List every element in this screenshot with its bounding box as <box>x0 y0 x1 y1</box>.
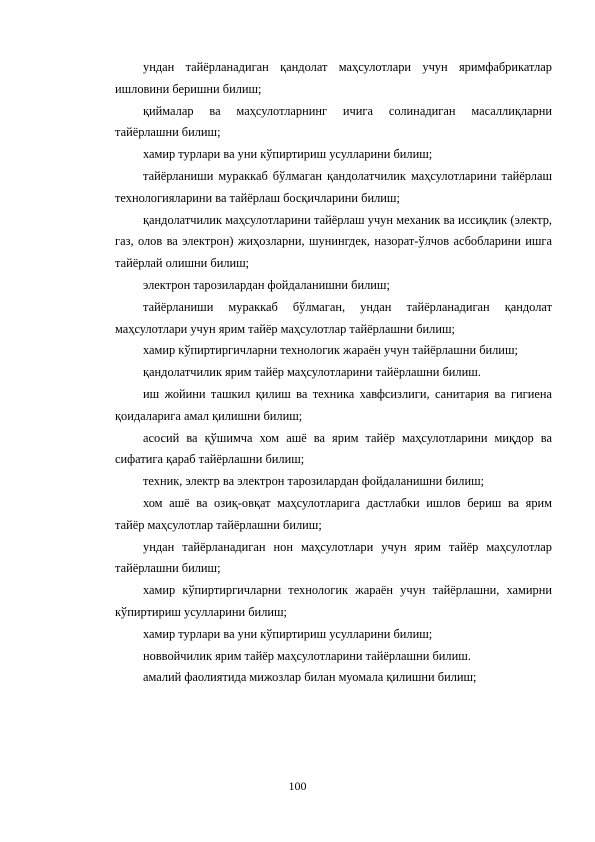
paragraph: техник, электр ва электрон тарозилардан фойдаланишни билиш; <box>143 474 485 489</box>
page-number: 100 <box>288 779 307 793</box>
paragraph: асосий ва қўшимча хом ашё ва ярим тайёр маҳсулотларини миқдор ва сифатига қараб тайёрлашни билиш; <box>115 430 552 467</box>
document-page <box>115 57 552 689</box>
paragraph: хамир турлари ва уни кўпиртириш усулларини билиш; <box>143 147 433 162</box>
paragraph: қандолатчилик маҳсулотларини тайёрлаш учун механик ва иссиқлик (электр, газ, олов ва электрон) жиҳозларни, шунингдек, назорат-ўлчов асбобларини ишга тайёрлай олишни билиш; <box>115 212 552 271</box>
paragraph: тайёрланиши мураккаб бўлмаган, ундан тайёрланадиган қандолат маҳсулотлари учун ярим тайёр маҳсулотлар тайёрлашни билиш; <box>115 299 552 336</box>
paragraph: хамир кўпиртиргичларни технологик жараён учун тайёрлашни, хамирни кўпиртириш усулларини билиш; <box>115 583 552 619</box>
paragraph: ундан тайёрланадиган қандолат маҳсулотлари учун яримфабрикатлар ишловини беришни билиш; <box>115 60 552 96</box>
paragraph: қиймалар ва маҳсулотларнинг ичига солинадиган масаллиқларни тайёрлашни билиш; <box>115 103 552 140</box>
paragraph: иш жойини ташкил қилиш ва техника хавфсизлиги, санитария ва гигиена қоидаларига амал қилишни билиш; <box>115 386 552 423</box>
paragraph: хом ашё ва озиқ-овқат маҳсулотларига дастлабки ишлов бериш ва ярим тайёр маҳсулотлар тайёрлашни билиш; <box>115 495 552 532</box>
paragraph: тайёрланиши мураккаб бўлмаган қандолатчилик маҳсулотларини тайёрлаш технологияларини ва тайёрлаш босқичларини билиш; <box>115 168 552 205</box>
paragraph: хамир кўпиртиргичларни технологик жараён учун тайёрлашни билиш; <box>143 343 518 358</box>
paragraph: новвойчилик ярим тайёр маҳсулотларини тайёрлашни билиш. <box>143 648 471 663</box>
paragraph: амалий фаолиятида мижозлар билан муомала қилишни билиш; <box>143 670 477 685</box>
paragraph: қандолатчилик ярим тайёр маҳсулотларини тайёрлашни билиш. <box>143 365 481 380</box>
paragraph: ундан тайёрланадиган нон маҳсулотлари учун ярим тайёр маҳсулотлар тайёрлашни билиш; <box>115 539 552 576</box>
paragraph: электрон тарозилардан фойдаланишни билиш; <box>143 277 390 292</box>
paragraph: хамир турлари ва уни кўпиртириш усулларини билиш; <box>143 626 433 641</box>
